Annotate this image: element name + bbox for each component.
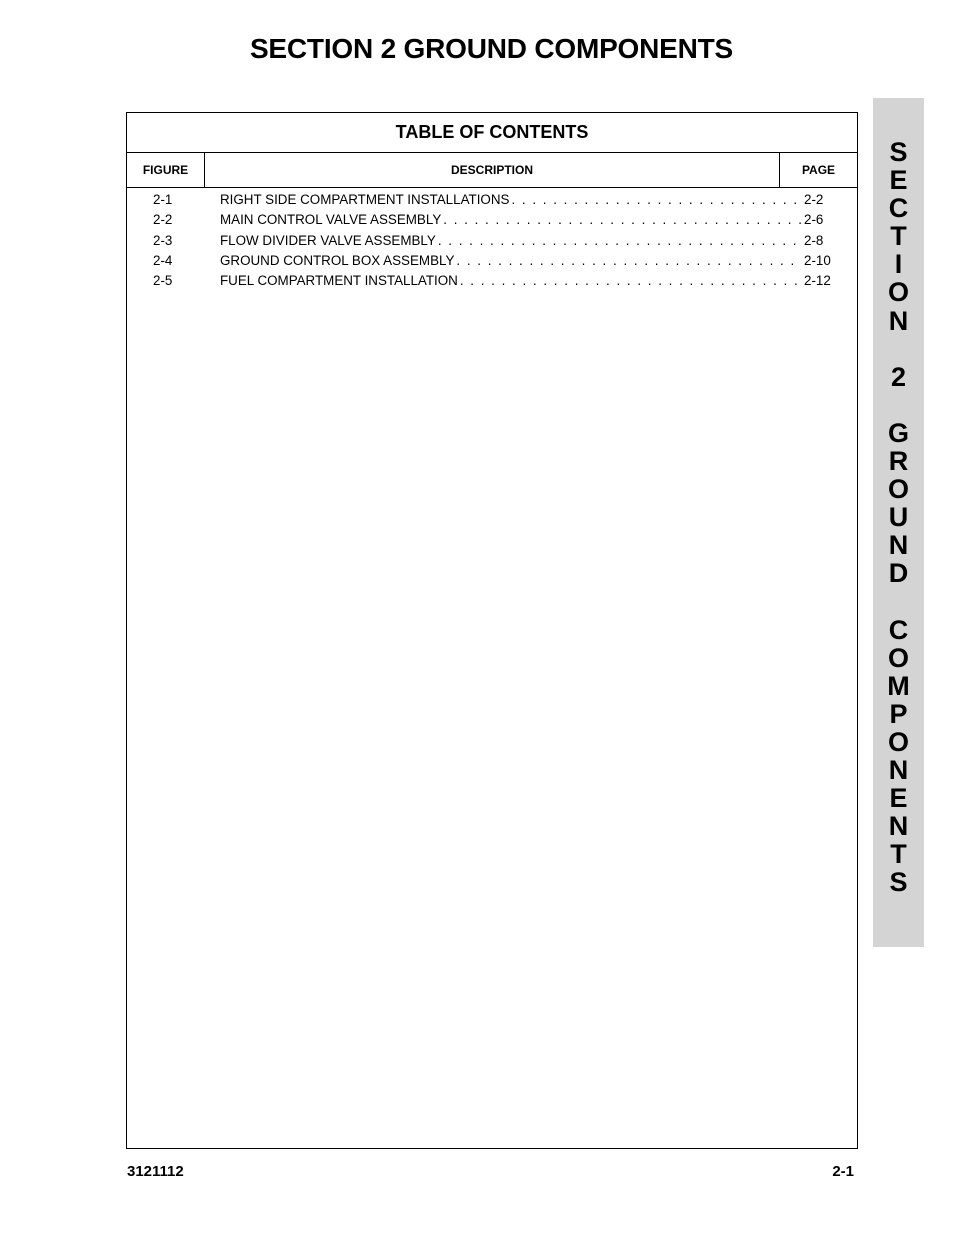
side-tab-label: S E C T I O N 2 G R O U N D C O M P O N E N T S: [887, 137, 910, 898]
figure-number: 2-2: [153, 212, 173, 228]
toc-header-row: [127, 153, 857, 188]
dot-leader: [454, 251, 801, 271]
figure-number: 2-4: [153, 252, 173, 268]
dot-leader: [458, 271, 801, 291]
figure-number: 2-1: [153, 192, 173, 207]
header-figure: FIGURE: [127, 153, 205, 187]
page-title: SECTION 2 GROUND COMPONENTS: [249, 33, 734, 64]
entry-text: RIGHT SIDE COMPARTMENT INSTALLATIONS: [220, 192, 510, 207]
entry-text: FLOW DIVIDER VALVE ASSEMBLY: [220, 232, 436, 248]
entry-description: [220, 190, 801, 210]
toc-row[interactable]: [127, 231, 857, 251]
entry-description: [220, 210, 801, 230]
figure-number: 2-5: [153, 273, 173, 289]
page-ref: 2-8: [804, 232, 824, 248]
entry-description: [220, 251, 801, 271]
entry-description: [220, 231, 801, 251]
page-ref: 2-2: [804, 192, 824, 207]
page-ref: 2-6: [804, 212, 824, 228]
entry-description: [220, 271, 801, 291]
entry-text: MAIN CONTROL VALVE ASSEMBLY: [220, 212, 442, 228]
page-number: 2-1: [832, 1163, 854, 1180]
page-ref: 2-10: [804, 252, 831, 268]
toc-row[interactable]: [127, 190, 857, 210]
entry-text: FUEL COMPARTMENT INSTALLATION: [220, 273, 458, 289]
header-page: PAGE: [801, 163, 836, 177]
toc-title: TABLE OF CONTENTS: [127, 113, 857, 153]
entry-text: GROUND CONTROL BOX ASSEMBLY: [220, 252, 455, 268]
table-of-contents: [126, 112, 858, 1149]
toc-entries: [127, 190, 857, 291]
section-side-tab: [873, 98, 924, 947]
toc-row[interactable]: [127, 251, 857, 271]
dot-leader: [441, 210, 801, 230]
toc-row[interactable]: [127, 210, 857, 230]
figure-number: 2-3: [153, 232, 173, 248]
page-ref: 2-12: [804, 273, 831, 289]
header-description: DESCRIPTION: [205, 153, 780, 187]
document-number: 3121112: [127, 1163, 184, 1180]
dot-leader: [509, 190, 801, 210]
dot-leader: [436, 231, 801, 251]
toc-row[interactable]: [127, 271, 857, 291]
